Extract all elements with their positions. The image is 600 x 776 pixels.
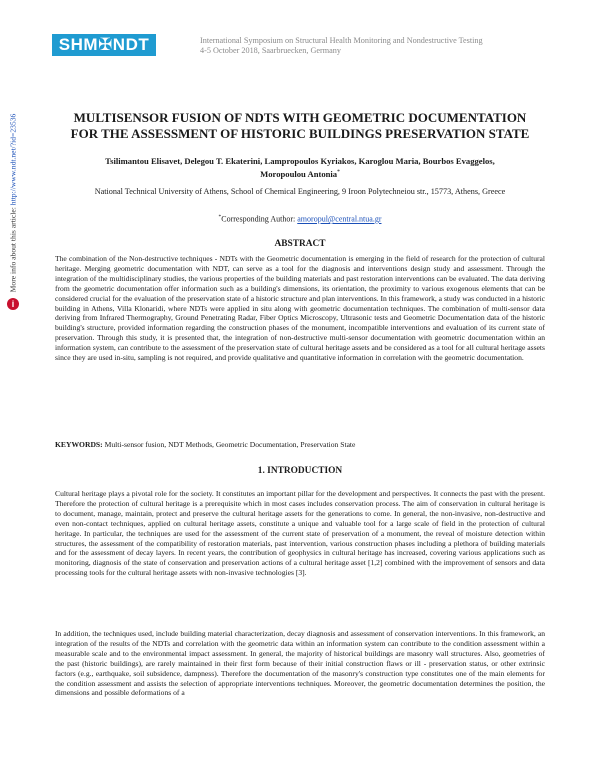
symposium-logo: SHM✠NDT [52,34,156,56]
title-line-1: MULTISENSOR FUSION OF NDTS WITH GEOMETRIC DOCUMENTATION [73,110,527,125]
introduction-heading: 1. INTRODUCTION [257,466,343,476]
sidebar-link-text[interactable] [9,114,18,293]
author-asterisk: * [337,169,340,175]
affiliation: National Technical University of Athens, School of Chemical Engineering, 9 Iroon Polytechneiou str., 15773, Athens, Greece [94,187,506,196]
corr-asterisk: * [218,214,222,220]
corresponding-author [50,212,550,225]
intro-paragraph-2: In addition, the techniques used, include building material characterization, decay diagnosis and assessment of conservation interventions. In this framework, an integration of the results of the NDTs and correlation with the geometric data within an information system can contribute to the condition assessment within a measurable scale and to the environmental impact assessment. In general, the majority of historical buildings are masonry wall structures. Also, geometries of the past (historic buildings), are rarely maintained in their first form because of their initial construction flaws or ill - preservation status, or other extrinsic factors (e.g., earthquake, soil subsidence, dampness). Therefore the documentation of the masonry's construction type constitutes one of the main elements for the condition assessment and assists the selection of appropriate interventions techniques. Moreover, the geometric documentation determines the position, the dimensions and possible deformations of a [55,629,545,698]
info-icon[interactable]: i [7,298,19,310]
sidebar-prefix: More info about this article: [8,205,18,293]
conference-line-2: 4-5 October 2018, Saarbruecken, Germany [200,46,341,55]
authors-line-1: Tsilimantou Elisavet, Delegou T. Ekaterini, Lampropoulos Kyriakos, Karoglou Maria, Bourbos Evaggelos, [105,156,495,166]
abstract-body: The combination of the Non-destructive techniques - NDTs with the Geometric documentation is emerging in the field of research for the protection of cultural heritage. Merging geometric documentation with NDT, can serve as a tool for the diagnosis and interventions design study and assessment. Through the integration of the multidisciplinary studies, the various properties of the building materials and past restoration interventions can be evaluated. The data deriving from the geometric documentation offer information such as a building's dimensions, its orientation, the proximity to various exogenous elements that can be considered crucial for the evaluation of the preservation state of a historic structure and plan interventions. In this framework, a study was conducted in a historic building in Athens, Villa Klonaridi, where NDTs were applied in situ along with geometric documentation techniques. The combination of multi-sensor data deriving from Infrared Thermography, Ground Penetrating Radar, Fiber Optics Microscopy, Ultrasonic tests and Geometric Documentation data of the historic building's structure, provided information regarding the construction phases of the monument, incompatible interventions and evaluation of its current state of preservation. Through this study, it is presented that, the integration of non-destructive multi-sensor documentation with geometric documentation within an information system, can contribute to the assessment of the preservation state of cultural heritage assets and be considered as a tool for all cultural heritage assets since they are used in-situ, sampling is not required, and provide qualitative and quantitative information in correlation with the geometric documentation. [55,254,545,363]
keywords [55,440,545,450]
authors-line-2: Moropoulou Antonia [260,168,338,179]
keywords-label: KEYWORDS: [55,440,103,449]
intro-paragraph-1: Cultural heritage plays a pivotal role for the society. It constitutes an important pillar for the development and perspectives. It connects the past with the present. Therefore the protection of cultural heritage is a prerequisite which in most cases includes conservation process. The aim of conservation in cultural heritage is to document, manage, maintain, protect and preserve the cultural heritage assets for the generations to come. In general, the non-invasive, non-destructive and even non-contact techniques, applied on cultural heritage assets, constitute a unique and valuable tool for a large scale of field in the protection of cultural heritage. In particular, the techniques are used for the assessment of the current state of preservation of a monument, the reveal of moisture detection within structures, the assessment of the compatibility of restoration materials, past intervention, various construction phases including a plethora of building materials and for the assessment of decay layers. In recent years, the contribution of geophysics in cultural heritage has increased, covering various applications such as monitoring, diagnosis of the state of conservation and preservation actions of a cultural heritage asset [1,2] combined with the improvement of sensors and data processing tools for the cultural heritage assets with non-invasive technologies [3]. [55,489,545,578]
title-line-2: FOR THE ASSESSMENT OF HISTORIC BUILDINGS PRESERVATION STATE [70,126,530,141]
conference-info [200,36,540,56]
paper-title [40,110,560,142]
corr-label: Corresponding Author: [221,214,298,224]
abstract-heading: ABSTRACT [274,239,326,249]
conference-line-1: International Symposium on Structural Health Monitoring and Nondestructive Testing [200,36,483,45]
keywords-text: Multi-sensor fusion, NDT Methods, Geometric Documentation, Preservation State [102,440,356,449]
authors-line-2-wrap [70,167,530,180]
article-link-sidebar[interactable] [4,98,22,308]
authors [70,156,530,180]
corr-email-link[interactable]: amoropul@central.ntua.gr [297,214,382,224]
sidebar-url-link[interactable]: http://www.ndt.net/?id=23536 [8,113,18,206]
